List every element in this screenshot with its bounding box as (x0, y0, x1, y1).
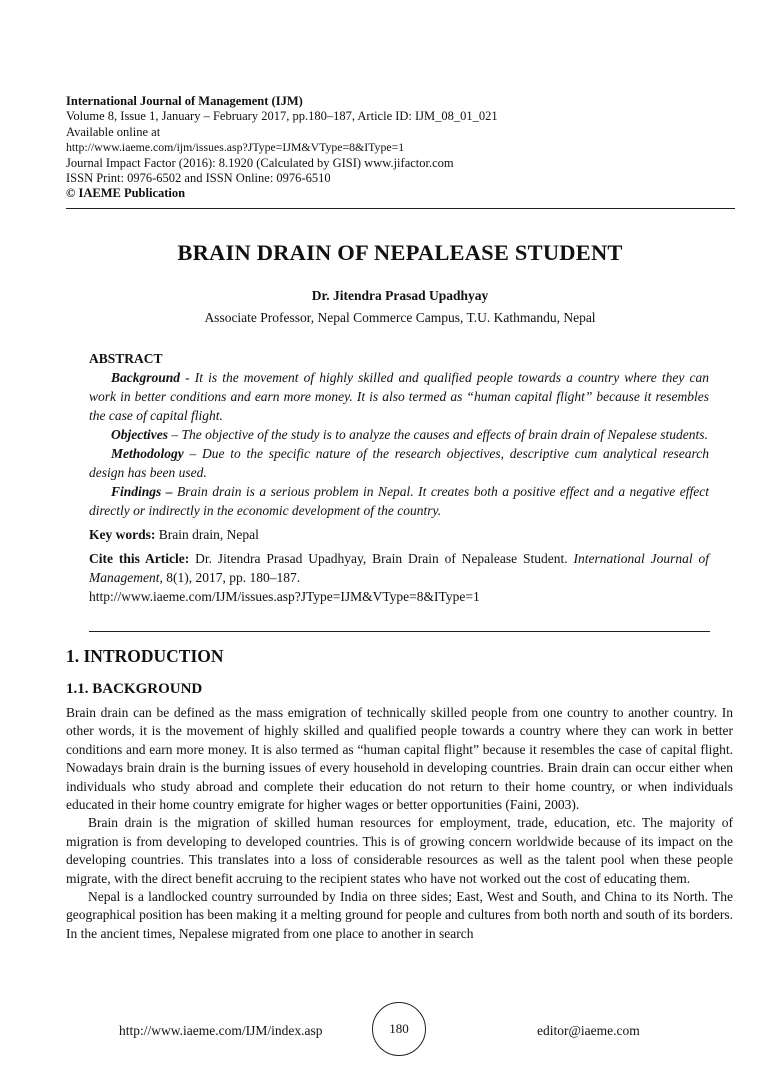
journal-url-link[interactable]: http://www.iaeme.com/ijm/issues.asp?JType=IJM&VType=8&IType=1 (66, 140, 405, 155)
abstract-findings (89, 482, 709, 520)
footer-email[interactable]: editor@iaeme.com (537, 1023, 640, 1038)
impact-factor: Journal Impact Factor (2016): 8.1920 (Calculated by GISI) www.jifactor.com (66, 155, 454, 170)
keywords (89, 525, 709, 544)
paragraph: Brain drain can be defined as the mass emigration of technically skilled people from one country to another country. In other words, it is the movement of highly skilled and qualified people towards a country where they can work in better conditions and earn more money. It is also termed as “human capital flight” because it resembles the case of capital flight. Nowadays brain drain is the burning issues of every household in developing countries. Brain drain can occur either when individuals who study abroad and complete their education do not return to their home country, or when individuals educated in their home country emigrate for higher wages or better opportunities (Faini, 2003). (66, 705, 733, 813)
paragraph: Nepal is a landlocked country surrounded by India on three sides; East, West and South, and China to its North. The geographical position has been making it a melting ground for people and cultures from both north and south of its borders. In the ancient times, Nepalese migrated from one place to another in search (66, 889, 733, 941)
abstract-heading: ABSTRACT (89, 351, 163, 366)
author-affiliation: Associate Professor, Nepal Commerce Campus, T.U. Kathmandu, Nepal (204, 310, 596, 325)
page-number (372, 1002, 426, 1056)
objectives-label: Objectives (111, 427, 168, 442)
keywords-label: Key words: (89, 527, 156, 542)
methodology-text: – Due to the specific nature of the research objectives, descriptive cum analytical research design has been used. (89, 446, 709, 480)
header-divider (66, 208, 735, 209)
journal-name: International Journal of Management (IJM) (66, 94, 303, 108)
body-text (66, 704, 733, 943)
cite-text: Dr. Jitendra Prasad Upadhyay, Brain Drain of Nepalease Student. (189, 551, 574, 566)
abstract-background (89, 368, 709, 425)
objectives-text: – The objective of the study is to analyze the causes and effects of brain drain of Nepalese students. (167, 427, 708, 442)
background-label: Background (111, 370, 181, 385)
publisher: © IAEME Publication (66, 186, 186, 201)
section-heading-introduction: 1. INTRODUCTION (66, 646, 224, 666)
journal-volume: Volume 8, Issue 1, January – February 2017, pp.180–187, Article ID: IJM_08_01_021 (66, 109, 498, 124)
abstract-divider (89, 631, 710, 632)
findings-label: Findings – (111, 484, 173, 499)
paragraph: Brain drain is the migration of skilled human resources for employment, trade, education, etc. The majority of migration is from developing to developed countries. This is of growing concern worldwide because of its impact on the developing countries. This translates into a loss of considerable resources as well as the talent pool when these people migrate, with the direct benefit accruing to the recipient states who have not worked out the cost of educating them. (66, 815, 733, 886)
page-number-text: 180 (389, 1021, 409, 1036)
author-name: Dr. Jitendra Prasad Upadhyay (311, 288, 489, 303)
paper-title: BRAIN DRAIN OF NEPALEASE STUDENT (177, 240, 623, 265)
abstract-section (89, 349, 709, 606)
cite-rest: , 8(1), 2017, pp. 180–187. (159, 570, 301, 585)
footer-link[interactable]: http://www.iaeme.com/IJM/index.asp (119, 1023, 323, 1038)
issn: ISSN Print: 0976-6502 and ISSN Online: 0976-6510 (66, 171, 331, 186)
cite-journal: International Journal of Management (89, 551, 709, 585)
background-text: - It is the movement of highly skilled and qualified people towards a country where they can work in better conditions and earn more money. It is also termed as “human capital flight” because it resembles the case of capital flight. (89, 370, 709, 423)
cite-label: Cite this Article: (89, 551, 190, 566)
abstract-methodology (89, 444, 709, 482)
journal-header (66, 94, 734, 202)
available-online: Available online at (66, 124, 161, 139)
subsection-heading-background: 1.1. BACKGROUND (66, 681, 203, 697)
findings-text: Brain drain is a serious problem in Nepal. It creates both a positive effect and a negative effect directly or indirectly in the economic development of the country. (89, 484, 709, 518)
citation (89, 549, 709, 606)
keywords-text: Brain drain, Nepal (155, 527, 259, 542)
methodology-label: Methodology (111, 446, 184, 461)
abstract-objectives (89, 425, 709, 444)
cite-url-link[interactable]: http://www.iaeme.com/IJM/issues.asp?JType=IJM&VType=8&IType=1 (89, 589, 480, 604)
